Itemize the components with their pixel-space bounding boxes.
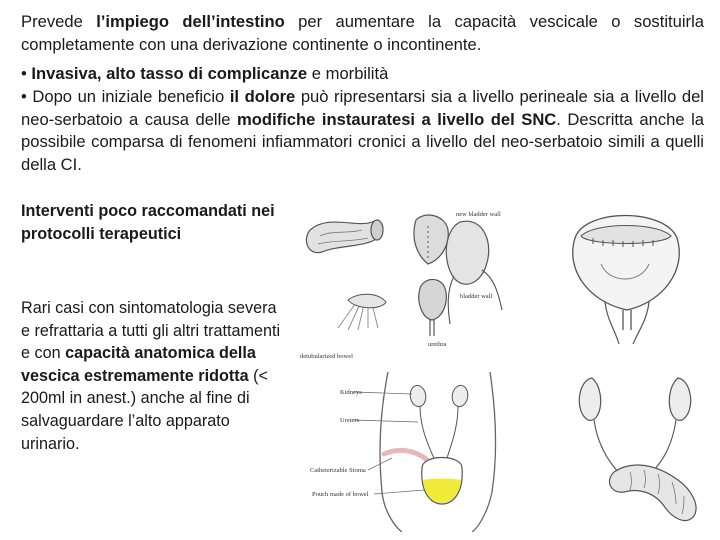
urinary-pouch-diagram <box>292 372 520 532</box>
kidney-left-drawing <box>410 385 426 406</box>
bladder-wall-drawing <box>414 215 448 264</box>
kidney-right-drawing <box>669 378 690 420</box>
ureter-right-drawing <box>652 420 676 472</box>
bladder-base-drawing <box>419 279 447 320</box>
bullet-pain-text-2: può ripresentarsi sia a livello perineale sia a livello del neo-serbatoio a causa delle <box>21 87 704 129</box>
left-text-2: (< 200ml in anest.) anche al fine di salvaguardare l’alto apparato urinario. <box>21 366 268 453</box>
urine-fill <box>423 479 461 504</box>
label-pouch: Pouch made of bowel <box>312 491 369 498</box>
bullet-pain-text-1: Dopo un iniziale beneficio <box>32 87 230 106</box>
bullet-pain-text-3: . Descritta anche la possibile comparsa di fenomeni infiammatori cronici a livello del neo-serbatoio simili a quelli della CI. <box>21 109 704 174</box>
label-new-bladder-wall: new bladder wall <box>456 211 501 218</box>
intro-text-2: per aumentare la capacità vescicale o sostituirla completamente con una derivazione continente o incontinente. <box>21 12 704 54</box>
left-text-1: Rari casi con sintomatologia severa e refrattaria a tutti gli altri trattamenti e con <box>21 299 281 363</box>
bullet-pain-bold-2: modifiche instauratesi a livello del SNC <box>237 109 557 129</box>
bullet-mark: • <box>21 64 32 83</box>
label-ureters: Ureters <box>340 417 360 424</box>
label-bladder-wall: bladder wall <box>460 293 493 300</box>
left-paragraph <box>21 297 286 455</box>
kidney-bowel-illustration <box>560 368 708 536</box>
label-detubularized-bowel: detubularized bowel <box>300 353 353 360</box>
ureter-left-drawing <box>448 276 454 324</box>
left-heading: Interventi poco raccomandati nei protocolli terapeutici <box>21 202 275 243</box>
urethra-outlet-drawing <box>623 310 631 330</box>
bowel-end-drawing <box>371 220 383 240</box>
cystoplasty-illustration <box>298 200 520 365</box>
ureter-left-drawing <box>594 420 622 476</box>
intro-text-1: Prevede <box>21 12 97 31</box>
bullet-invasive-bold: Invasiva, alto tasso di complicanze <box>31 64 308 83</box>
label-urethra: urethra <box>428 341 447 348</box>
intro-paragraph <box>21 11 704 56</box>
augmented-bladder-drawing <box>446 221 488 284</box>
label-stoma: Catheterizable Stoma <box>310 467 366 474</box>
pointer-lines <box>354 392 424 494</box>
bullet-pain-bold-1: il dolore <box>229 87 296 106</box>
pouch-illustration <box>545 198 707 356</box>
ureter-right-drawing <box>482 270 502 310</box>
left-bold: capacità anatomica della vescica estremamente ridotta <box>21 344 256 385</box>
urethra-drawing <box>430 320 434 336</box>
ileal-segment-drawing <box>609 465 696 521</box>
bullet-invasive <box>21 63 704 86</box>
bullet-invasive-text: e morbilità <box>307 64 389 83</box>
label-kidneys: Kidneys <box>340 389 362 396</box>
kidney-left-drawing <box>579 378 600 420</box>
kidney-right-drawing <box>452 385 468 406</box>
intro-bold-bowel: l’impiego dell’intestino <box>96 12 285 31</box>
bullet-mark: • <box>21 87 33 106</box>
bullet-pain <box>21 86 704 176</box>
